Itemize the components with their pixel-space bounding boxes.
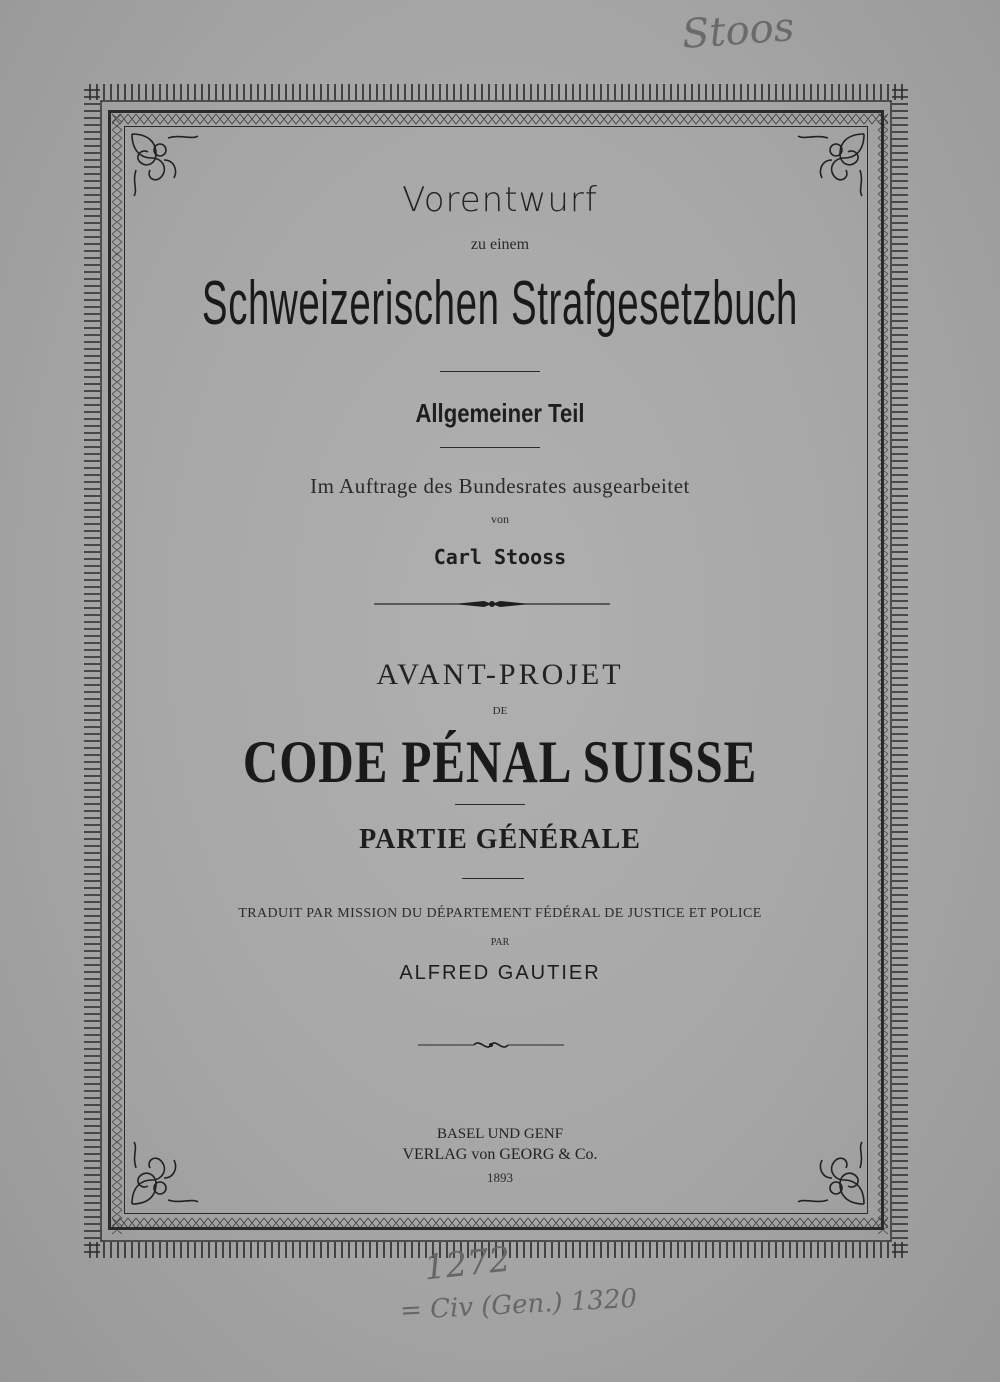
french-connector: DE <box>492 705 508 717</box>
handwritten-name: Stoos <box>680 4 796 58</box>
french-title-pre: AVANT-PROJET <box>376 658 624 691</box>
divider-rule <box>455 804 525 805</box>
german-commission: Im Auftrage des Bundesrates ausgearbeitet <box>310 474 690 498</box>
german-title-pre: Vorentwurf <box>402 180 598 220</box>
handwritten-shelf-number: 1272 <box>422 1239 513 1289</box>
french-author: ALFRED GAUTIER <box>399 962 601 984</box>
imprint-place: BASEL UND GENF <box>436 1126 564 1142</box>
french-main-title: CODE PÉNAL SUISSE <box>242 729 758 795</box>
french-by: PAR <box>490 937 510 948</box>
divider-rule <box>440 447 540 448</box>
ornamental-divider <box>374 596 610 612</box>
handwritten-catalog-note: = Civ (Gen.) 1320 <box>399 1283 638 1327</box>
german-main-title: Schweizerischen Strafgesetzbuch <box>201 269 799 338</box>
german-connector: zu einem <box>470 236 530 253</box>
french-commission: TRADUIT PAR MISSION DU DÉPARTEMENT FÉDÉRAL DE JUSTICE ET POLICE <box>238 906 762 921</box>
french-subtitle: PARTIE GÉNÉRALE <box>359 824 641 855</box>
imprint-year: 1893 <box>487 1170 513 1185</box>
imprint-publisher: VERLAG von GEORG & Co. <box>402 1146 598 1163</box>
flourish-divider <box>418 1036 564 1054</box>
divider-rule <box>462 878 524 879</box>
german-author: Carl Stooss <box>433 545 567 569</box>
divider-rule <box>440 371 540 372</box>
german-subtitle: Allgemeiner Teil <box>415 398 585 428</box>
german-by: von <box>491 512 509 526</box>
